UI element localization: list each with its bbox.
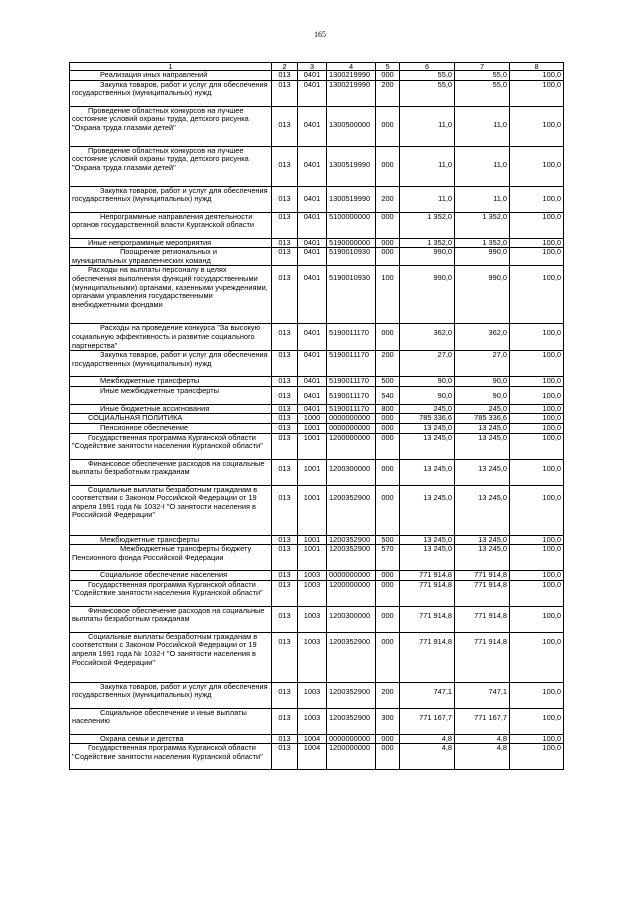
admin-code: 013 bbox=[272, 146, 298, 186]
section-code: 0401 bbox=[298, 80, 327, 106]
expense-type-code: 000 bbox=[376, 433, 400, 459]
column-header: 8 bbox=[510, 63, 564, 71]
executed-amount: 990,0 bbox=[455, 266, 510, 324]
admin-code: 013 bbox=[272, 580, 298, 606]
section-code: 1003 bbox=[298, 632, 327, 682]
target-article-code: 5190011170 bbox=[327, 377, 376, 387]
row-name: Социальное обеспечение населения bbox=[70, 571, 272, 581]
planned-amount: 771 914,8 bbox=[400, 632, 455, 682]
expense-type-code: 000 bbox=[376, 106, 400, 146]
planned-amount: 13 245,0 bbox=[400, 545, 455, 571]
column-header: 4 bbox=[327, 63, 376, 71]
executed-amount: 362,0 bbox=[455, 324, 510, 351]
section-code: 1003 bbox=[298, 606, 327, 632]
admin-code: 013 bbox=[272, 744, 298, 770]
execution-percent: 100,0 bbox=[510, 146, 564, 186]
planned-amount: 990,0 bbox=[400, 266, 455, 324]
executed-amount: 90,0 bbox=[455, 377, 510, 387]
admin-code: 013 bbox=[272, 106, 298, 146]
section-code: 0401 bbox=[298, 71, 327, 81]
expense-type-code: 200 bbox=[376, 186, 400, 212]
planned-amount: 771 914,8 bbox=[400, 606, 455, 632]
executed-amount: 90,0 bbox=[455, 386, 510, 404]
row-name: Закупка товаров, работ и услуг для обеспечения государственных (муниципальных) нужд bbox=[70, 186, 272, 212]
execution-percent: 100,0 bbox=[510, 682, 564, 708]
section-code: 0401 bbox=[298, 324, 327, 351]
admin-code: 013 bbox=[272, 414, 298, 424]
table-row bbox=[70, 708, 564, 734]
execution-percent: 100,0 bbox=[510, 71, 564, 81]
section-code: 0401 bbox=[298, 386, 327, 404]
execution-percent: 100,0 bbox=[510, 433, 564, 459]
planned-amount: 13 245,0 bbox=[400, 423, 455, 433]
column-header: 7 bbox=[455, 63, 510, 71]
admin-code: 013 bbox=[272, 571, 298, 581]
executed-amount: 771 914,8 bbox=[455, 580, 510, 606]
executed-amount: 13 245,0 bbox=[455, 545, 510, 571]
section-code: 1003 bbox=[298, 571, 327, 581]
executed-amount: 11,0 bbox=[455, 106, 510, 146]
target-article-code: 1200300000 bbox=[327, 606, 376, 632]
target-article-code: 1300219990 bbox=[327, 80, 376, 106]
expense-type-code: 800 bbox=[376, 404, 400, 414]
section-code: 1004 bbox=[298, 744, 327, 770]
table-row bbox=[70, 682, 564, 708]
section-code: 1003 bbox=[298, 682, 327, 708]
table-row bbox=[70, 248, 564, 266]
table-row bbox=[70, 146, 564, 186]
row-name: Социальное обеспечение и иные выплаты населению bbox=[70, 708, 272, 734]
section-code: 1001 bbox=[298, 485, 327, 535]
planned-amount: 4,8 bbox=[400, 734, 455, 744]
row-name: Государственная программа Курганской области "Содействие занятости населения Курганской области" bbox=[70, 580, 272, 606]
expense-type-code: 500 bbox=[376, 535, 400, 545]
admin-code: 013 bbox=[272, 212, 298, 238]
planned-amount: 771 914,8 bbox=[400, 571, 455, 581]
executed-amount: 11,0 bbox=[455, 146, 510, 186]
column-header: 2 bbox=[272, 63, 298, 71]
section-code: 1001 bbox=[298, 433, 327, 459]
target-article-code: 1300519990 bbox=[327, 186, 376, 212]
page-number: 165 bbox=[314, 30, 326, 39]
execution-percent: 100,0 bbox=[510, 266, 564, 324]
admin-code: 013 bbox=[272, 351, 298, 377]
planned-amount: 362,0 bbox=[400, 324, 455, 351]
column-header: 6 bbox=[400, 63, 455, 71]
executed-amount: 55,0 bbox=[455, 71, 510, 81]
row-name: Проведение областных конкурсов на лучшее состояние условий охраны труда, детского рисунка "Охрана труда глазами детей" bbox=[70, 106, 272, 146]
target-article-code: 5190011170 bbox=[327, 386, 376, 404]
expense-type-code: 000 bbox=[376, 606, 400, 632]
execution-percent: 100,0 bbox=[510, 377, 564, 387]
table-row bbox=[70, 606, 564, 632]
executed-amount: 245,0 bbox=[455, 404, 510, 414]
admin-code: 013 bbox=[272, 433, 298, 459]
execution-percent: 100,0 bbox=[510, 106, 564, 146]
planned-amount: 1 352,0 bbox=[400, 238, 455, 248]
row-name: Иные бюджетные ассигнования bbox=[70, 404, 272, 414]
column-header: 3 bbox=[298, 63, 327, 71]
target-article-code: 5190011170 bbox=[327, 324, 376, 351]
table-row bbox=[70, 266, 564, 324]
target-article-code: 1200352900 bbox=[327, 682, 376, 708]
row-name: Межбюджетные трансферты bbox=[70, 377, 272, 387]
executed-amount: 55,0 bbox=[455, 80, 510, 106]
section-code: 1000 bbox=[298, 414, 327, 424]
table-row bbox=[70, 580, 564, 606]
expense-type-code: 200 bbox=[376, 682, 400, 708]
expense-type-code: 540 bbox=[376, 386, 400, 404]
section-code: 0401 bbox=[298, 377, 327, 387]
row-name: Охрана семьи и детства bbox=[70, 734, 272, 744]
row-name: Иные непрограммные мероприятия bbox=[70, 238, 272, 248]
column-header: 5 bbox=[376, 63, 400, 71]
section-code: 1001 bbox=[298, 459, 327, 485]
row-name: Поощрение региональных и муниципальных управленческих команд bbox=[70, 248, 272, 266]
row-name: Государственная программа Курганской области "Содействие занятости населения Курганской области" bbox=[70, 433, 272, 459]
table-body bbox=[70, 71, 564, 770]
executed-amount: 771 914,8 bbox=[455, 606, 510, 632]
planned-amount: 990,0 bbox=[400, 248, 455, 266]
table-row bbox=[70, 423, 564, 433]
admin-code: 013 bbox=[272, 404, 298, 414]
expense-type-code: 000 bbox=[376, 571, 400, 581]
execution-percent: 100,0 bbox=[510, 632, 564, 682]
planned-amount: 4,8 bbox=[400, 744, 455, 770]
execution-percent: 100,0 bbox=[510, 459, 564, 485]
row-name: Закупка товаров, работ и услуг для обеспечения государственных (муниципальных) нужд bbox=[70, 80, 272, 106]
expense-type-code: 000 bbox=[376, 146, 400, 186]
execution-percent: 100,0 bbox=[510, 535, 564, 545]
expense-type-code: 570 bbox=[376, 545, 400, 571]
admin-code: 013 bbox=[272, 80, 298, 106]
expense-type-code: 000 bbox=[376, 423, 400, 433]
row-name: Закупка товаров, работ и услуг для обеспечения государственных (муниципальных) нужд bbox=[70, 351, 272, 377]
executed-amount: 990,0 bbox=[455, 248, 510, 266]
executed-amount: 13 245,0 bbox=[455, 535, 510, 545]
table-row bbox=[70, 632, 564, 682]
row-name: Социальные выплаты безработным гражданам в соответствии с Законом Российской Федерации от 19 апреля 1991 года № 1032-I "О занятости населения в Российской Федерации" bbox=[70, 485, 272, 535]
expense-type-code: 100 bbox=[376, 266, 400, 324]
row-name: Проведение областных конкурсов на лучшее состояние условий охраны труда, детского рисунка "Охрана труда глазами детей" bbox=[70, 146, 272, 186]
executed-amount: 13 245,0 bbox=[455, 459, 510, 485]
expense-type-code: 300 bbox=[376, 708, 400, 734]
execution-percent: 100,0 bbox=[510, 606, 564, 632]
row-name: Социальные выплаты безработным гражданам в соответствии с Законом Российской Федерации от 19 апреля 1991 года № 1032-I "О занятости населения в Российской Федерации" bbox=[70, 632, 272, 682]
admin-code: 013 bbox=[272, 186, 298, 212]
table-row bbox=[70, 324, 564, 351]
row-name: Пенсионное обеспечение bbox=[70, 423, 272, 433]
target-article-code: 1200352900 bbox=[327, 632, 376, 682]
execution-percent: 100,0 bbox=[510, 386, 564, 404]
expense-type-code: 000 bbox=[376, 414, 400, 424]
table-row bbox=[70, 459, 564, 485]
section-code: 0401 bbox=[298, 266, 327, 324]
executed-amount: 771 167,7 bbox=[455, 708, 510, 734]
executed-amount: 4,8 bbox=[455, 744, 510, 770]
execution-percent: 100,0 bbox=[510, 404, 564, 414]
column-header: 1 bbox=[70, 63, 272, 71]
target-article-code: 1300500000 bbox=[327, 106, 376, 146]
row-name: СОЦИАЛЬНАЯ ПОЛИТИКА bbox=[70, 414, 272, 424]
admin-code: 013 bbox=[272, 238, 298, 248]
execution-percent: 100,0 bbox=[510, 80, 564, 106]
row-name: Финансовое обеспечение расходов на социальные выплаты безработным гражданам bbox=[70, 606, 272, 632]
execution-percent: 100,0 bbox=[510, 186, 564, 212]
planned-amount: 747,1 bbox=[400, 682, 455, 708]
table-row bbox=[70, 744, 564, 770]
execution-percent: 100,0 bbox=[510, 423, 564, 433]
row-name: Финансовое обеспечение расходов на социальные выплаты безработным гражданам bbox=[70, 459, 272, 485]
execution-percent: 100,0 bbox=[510, 744, 564, 770]
target-article-code: 0000000000 bbox=[327, 734, 376, 744]
section-code: 0401 bbox=[298, 404, 327, 414]
admin-code: 013 bbox=[272, 248, 298, 266]
executed-amount: 11,0 bbox=[455, 186, 510, 212]
section-code: 0401 bbox=[298, 351, 327, 377]
planned-amount: 245,0 bbox=[400, 404, 455, 414]
admin-code: 013 bbox=[272, 386, 298, 404]
section-code: 1001 bbox=[298, 535, 327, 545]
execution-percent: 100,0 bbox=[510, 708, 564, 734]
expense-type-code: 200 bbox=[376, 351, 400, 377]
target-article-code: 1200000000 bbox=[327, 580, 376, 606]
execution-percent: 100,0 bbox=[510, 545, 564, 571]
expense-type-code: 000 bbox=[376, 744, 400, 770]
target-article-code: 5100000000 bbox=[327, 212, 376, 238]
row-name: Реализация иных направлений bbox=[70, 71, 272, 81]
row-name: Межбюджетные трансферты bbox=[70, 535, 272, 545]
execution-percent: 100,0 bbox=[510, 571, 564, 581]
table-row bbox=[70, 71, 564, 81]
planned-amount: 13 245,0 bbox=[400, 535, 455, 545]
planned-amount: 13 245,0 bbox=[400, 485, 455, 535]
target-article-code: 1200352900 bbox=[327, 708, 376, 734]
executed-amount: 13 245,0 bbox=[455, 485, 510, 535]
admin-code: 013 bbox=[272, 71, 298, 81]
table-row bbox=[70, 351, 564, 377]
executed-amount: 4,8 bbox=[455, 734, 510, 744]
admin-code: 013 bbox=[272, 535, 298, 545]
admin-code: 013 bbox=[272, 682, 298, 708]
executed-amount: 1 352,0 bbox=[455, 238, 510, 248]
target-article-code: 1300219990 bbox=[327, 71, 376, 81]
executed-amount: 771 914,8 bbox=[455, 632, 510, 682]
planned-amount: 771 167,7 bbox=[400, 708, 455, 734]
table-row bbox=[70, 414, 564, 424]
execution-percent: 100,0 bbox=[510, 414, 564, 424]
expense-type-code: 000 bbox=[376, 248, 400, 266]
admin-code: 013 bbox=[272, 606, 298, 632]
planned-amount: 785 336,6 bbox=[400, 414, 455, 424]
target-article-code: 1200000000 bbox=[327, 744, 376, 770]
admin-code: 013 bbox=[272, 545, 298, 571]
table-row bbox=[70, 377, 564, 387]
execution-percent: 100,0 bbox=[510, 580, 564, 606]
planned-amount: 1 352,0 bbox=[400, 212, 455, 238]
target-article-code: 0000000000 bbox=[327, 571, 376, 581]
row-name: Непрограммные направления деятельности органов государственной власти Курганской области bbox=[70, 212, 272, 238]
planned-amount: 90,0 bbox=[400, 386, 455, 404]
executed-amount: 785 336,6 bbox=[455, 414, 510, 424]
table-row bbox=[70, 186, 564, 212]
admin-code: 013 bbox=[272, 459, 298, 485]
table-row bbox=[70, 485, 564, 535]
table-row bbox=[70, 212, 564, 238]
planned-amount: 27,0 bbox=[400, 351, 455, 377]
executed-amount: 771 914,8 bbox=[455, 571, 510, 581]
admin-code: 013 bbox=[272, 632, 298, 682]
target-article-code: 1300519990 bbox=[327, 146, 376, 186]
execution-percent: 100,0 bbox=[510, 324, 564, 351]
expense-type-code: 500 bbox=[376, 377, 400, 387]
section-code: 0401 bbox=[298, 212, 327, 238]
admin-code: 013 bbox=[272, 423, 298, 433]
planned-amount: 11,0 bbox=[400, 106, 455, 146]
expense-type-code: 000 bbox=[376, 71, 400, 81]
execution-percent: 100,0 bbox=[510, 734, 564, 744]
expense-type-code: 000 bbox=[376, 324, 400, 351]
expense-type-code: 000 bbox=[376, 580, 400, 606]
table-row bbox=[70, 80, 564, 106]
target-article-code: 1200000000 bbox=[327, 433, 376, 459]
section-code: 1003 bbox=[298, 580, 327, 606]
section-code: 1003 bbox=[298, 708, 327, 734]
table-row bbox=[70, 106, 564, 146]
planned-amount: 55,0 bbox=[400, 71, 455, 81]
target-article-code: 1200352900 bbox=[327, 545, 376, 571]
admin-code: 013 bbox=[272, 266, 298, 324]
table-row bbox=[70, 386, 564, 404]
execution-percent: 100,0 bbox=[510, 212, 564, 238]
section-code: 0401 bbox=[298, 248, 327, 266]
target-article-code: 5190010930 bbox=[327, 248, 376, 266]
section-code: 0401 bbox=[298, 106, 327, 146]
admin-code: 013 bbox=[272, 734, 298, 744]
planned-amount: 13 245,0 bbox=[400, 459, 455, 485]
execution-percent: 100,0 bbox=[510, 248, 564, 266]
planned-amount: 11,0 bbox=[400, 186, 455, 212]
target-article-code: 1200352900 bbox=[327, 535, 376, 545]
row-name: Иные межбюджетные трансферты bbox=[70, 386, 272, 404]
execution-percent: 100,0 bbox=[510, 351, 564, 377]
admin-code: 013 bbox=[272, 377, 298, 387]
executed-amount: 27,0 bbox=[455, 351, 510, 377]
planned-amount: 771 914,8 bbox=[400, 580, 455, 606]
planned-amount: 13 245,0 bbox=[400, 433, 455, 459]
section-code: 1001 bbox=[298, 423, 327, 433]
admin-code: 013 bbox=[272, 324, 298, 351]
expense-type-code: 000 bbox=[376, 238, 400, 248]
planned-amount: 55,0 bbox=[400, 80, 455, 106]
section-code: 0401 bbox=[298, 146, 327, 186]
budget-table bbox=[69, 62, 564, 770]
expense-type-code: 200 bbox=[376, 80, 400, 106]
section-code: 0401 bbox=[298, 186, 327, 212]
expense-type-code: 000 bbox=[376, 485, 400, 535]
section-code: 0401 bbox=[298, 238, 327, 248]
row-name: Расходы на проведение конкурса "За высокую социальную эффективность и развитие социального партнерства" bbox=[70, 324, 272, 351]
executed-amount: 13 245,0 bbox=[455, 433, 510, 459]
row-name: Межбюджетные трансферты бюджету Пенсионного фонда Российской Федерации bbox=[70, 545, 272, 571]
expense-type-code: 000 bbox=[376, 212, 400, 238]
table-row bbox=[70, 571, 564, 581]
execution-percent: 100,0 bbox=[510, 238, 564, 248]
executed-amount: 13 245,0 bbox=[455, 423, 510, 433]
section-code: 1004 bbox=[298, 734, 327, 744]
executed-amount: 747,1 bbox=[455, 682, 510, 708]
expense-type-code: 000 bbox=[376, 459, 400, 485]
section-code: 1001 bbox=[298, 545, 327, 571]
planned-amount: 90,0 bbox=[400, 377, 455, 387]
table-row bbox=[70, 433, 564, 459]
admin-code: 013 bbox=[272, 485, 298, 535]
admin-code: 013 bbox=[272, 708, 298, 734]
target-article-code: 5190000000 bbox=[327, 238, 376, 248]
target-article-code: 5190011170 bbox=[327, 351, 376, 377]
row-name: Закупка товаров, работ и услуг для обеспечения государственных (муниципальных) нужд bbox=[70, 682, 272, 708]
target-article-code: 1200352900 bbox=[327, 485, 376, 535]
expense-type-code: 000 bbox=[376, 734, 400, 744]
row-name: Государственная программа Курганской области "Содействие занятости населения Курганской области" bbox=[70, 744, 272, 770]
target-article-code: 1200300000 bbox=[327, 459, 376, 485]
execution-percent: 100,0 bbox=[510, 485, 564, 535]
target-article-code: 5190011170 bbox=[327, 404, 376, 414]
target-article-code: 0000000000 bbox=[327, 414, 376, 424]
executed-amount: 1 352,0 bbox=[455, 212, 510, 238]
planned-amount: 11,0 bbox=[400, 146, 455, 186]
row-name: Расходы на выплаты персоналу в целях обеспечения выполнения функций государственными (муниципальными) органами, казенными учреждениями, органами управления государственными внебюджетными фондами bbox=[70, 266, 272, 324]
target-article-code: 0000000000 bbox=[327, 423, 376, 433]
target-article-code: 5190010930 bbox=[327, 266, 376, 324]
expense-type-code: 000 bbox=[376, 632, 400, 682]
table-row bbox=[70, 545, 564, 571]
